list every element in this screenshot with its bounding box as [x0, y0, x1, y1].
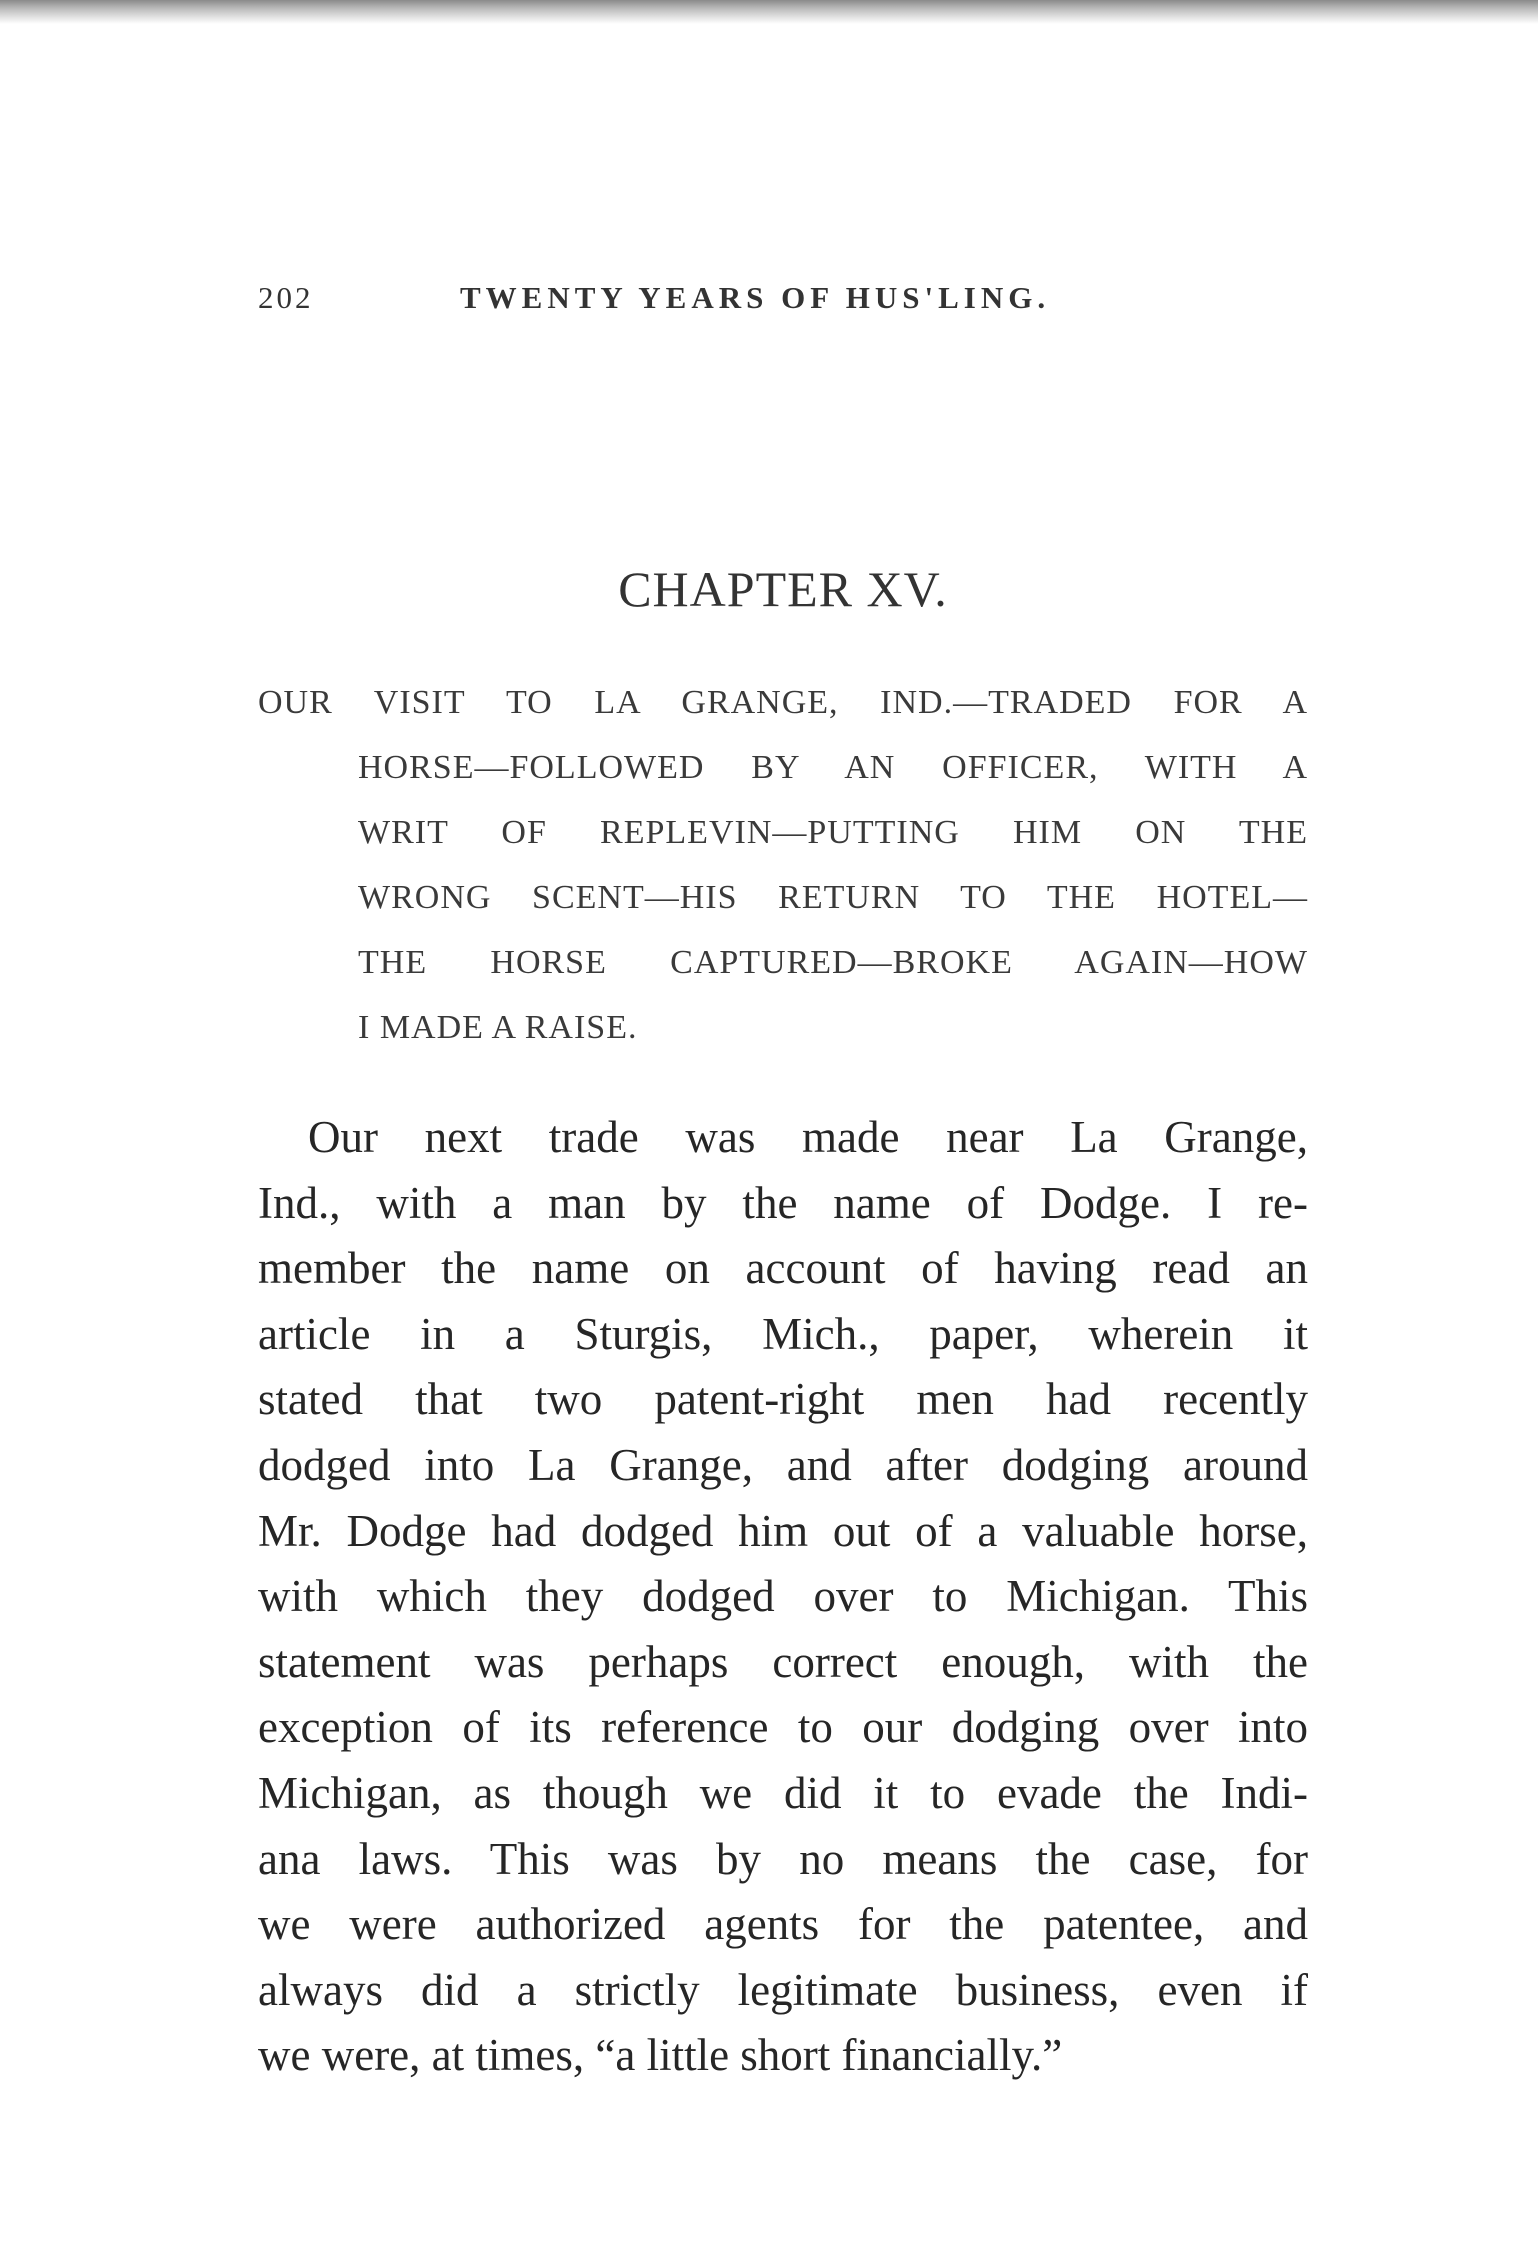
body-line: exception of its reference to our dodging over into: [258, 1702, 1308, 1753]
body-line: ana laws. This was by no means the case, for: [258, 1833, 1308, 1884]
body-line: statement was perhaps correct enough, with the: [258, 1636, 1308, 1687]
body-line: Our next trade was made near La Grange,: [308, 1112, 1308, 1162]
body-line: always did a strictly legitimate business, even if: [258, 1964, 1308, 2015]
scan-top-edge: [0, 0, 1538, 24]
synopsis-line: OUR VISIT TO LA GRANGE, IND.—TRADED FOR A: [258, 684, 1308, 721]
synopsis-line: WRIT OF REPLEVIN—PUTTING HIM ON THE: [358, 814, 1308, 851]
synopsis-line: WRONG SCENT—HIS RETURN TO THE HOTEL—: [358, 879, 1308, 916]
synopsis-line: HORSE—FOLLOWED BY AN OFFICER, WITH A: [358, 749, 1308, 786]
body-paragraph: [258, 1105, 1308, 2089]
body-line: Mr. Dodge had dodged him out of a valuable horse,: [258, 1505, 1308, 1556]
body-line: dodged into La Grange, and after dodging around: [258, 1439, 1308, 1490]
synopsis-line: I MADE A RAISE.: [358, 1009, 638, 1046]
running-head: [258, 280, 1158, 330]
body-line: member the name on account of having read an: [258, 1243, 1308, 1294]
chapter-title: CHAPTER XV.: [618, 561, 948, 617]
body-line: stated that two patent-right men had recently: [258, 1374, 1308, 1425]
body-line: article in a Sturgis, Mich., paper, wherein it: [258, 1308, 1308, 1359]
body-line: Ind., with a man by the name of Dodge. I re-: [258, 1177, 1308, 1228]
body-line: Michigan, as though we did it to evade the Indi-: [258, 1767, 1308, 1818]
chapter-synopsis: [258, 670, 1308, 1060]
book-title: TWENTY YEARS OF HUS'LING.: [460, 280, 1051, 315]
page-number: 202: [258, 280, 314, 315]
body-line: we were authorized agents for the patentee, and: [258, 1899, 1308, 1950]
synopsis-line: THE HORSE CAPTURED—BROKE AGAIN—HOW: [358, 944, 1308, 981]
body-line: we were, at times, “a little short financially.”: [258, 2030, 1063, 2081]
body-line: with which they dodged over to Michigan. This: [258, 1571, 1308, 1622]
